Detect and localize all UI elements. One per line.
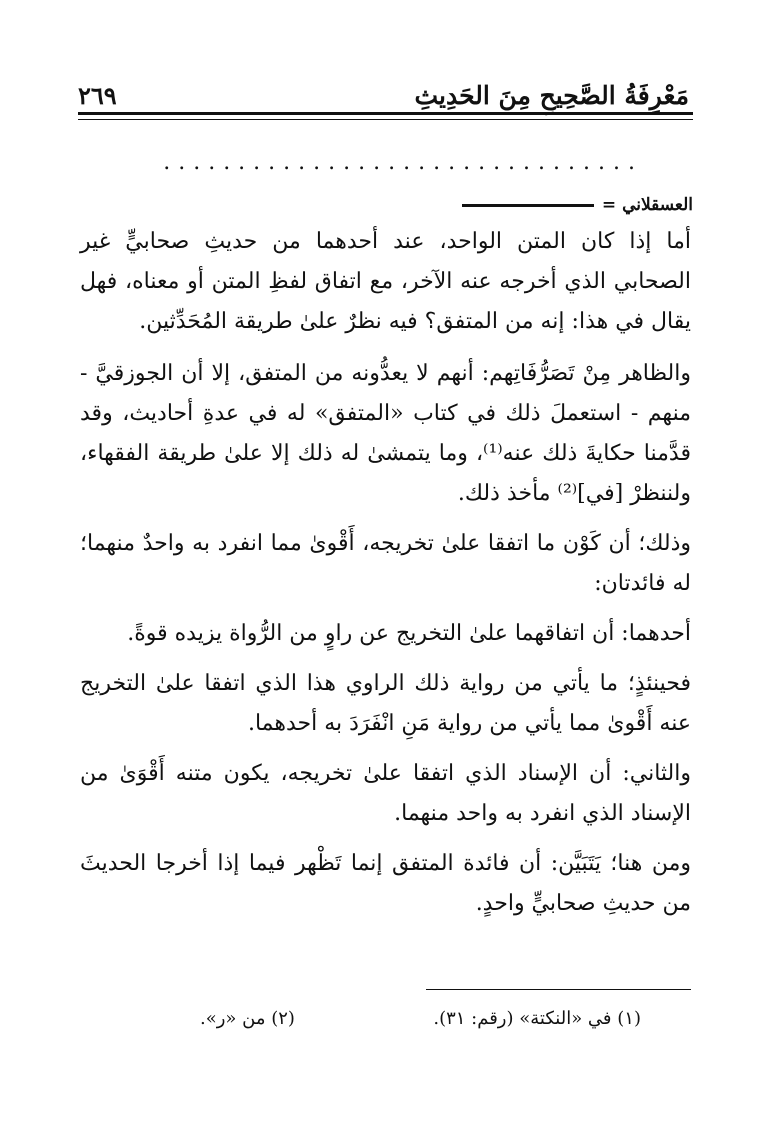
paragraph-6: والثاني: أن الإسناد الذي اتفقا علىٰ تخريجه، يكون متنه أَقْوَىٰ من الإسناد الذي انفرد به واحد منهما. <box>80 761 691 826</box>
page-number: ٢٦٩ <box>78 81 117 110</box>
paragraph-5: فحينئذٍ؛ ما يأتي من رواية ذلك الراوي هذا الذي اتفقا علىٰ التخريج عنه أَقْوىٰ مما يأتي من رواية مَنِ انْفَرَدَ به أحدهما. <box>80 671 691 736</box>
footnote-separator <box>426 989 691 990</box>
footnote-2: (٢) من «ر». <box>200 1008 295 1029</box>
paragraph-7: ومن هنا؛ يَتَبَيَّن: أن فائدة المتفق إنما تَظْهر فيما إذا أخرجا الحديثَ من حديثِ صحابيٍّ واحدٍ. <box>80 851 691 916</box>
header-rule-thin <box>78 119 693 120</box>
footnote-1: (١) في «النكتة» (رقم: ٣١). <box>433 1008 641 1029</box>
header-rule-thick <box>78 112 693 115</box>
page-header <box>78 68 689 108</box>
commentator-label: العسقلاني = <box>601 195 693 215</box>
commentator-marker <box>78 193 693 217</box>
paragraph-4: أحدهما: أن اتفاقهما علىٰ التخريج عن راوٍ من الرُّواة يزيده قوةً. <box>127 621 691 646</box>
commentator-rule <box>462 204 594 207</box>
paragraph-2: والظاهر مِنْ تَصَرُّفَاتِهم: أنهم لا يعدُّونه من المتفق، إلا أن الجوزقيَّ - منهم - استعملَ ذلك في كتاب «المتفق» له في عدةِ أحاديث، وقد قدَّمنا حكايةَ ذلك عنه⁽¹⁾، وما يتمشىٰ له ذلك إلا علىٰ طريقة الفقهاء، ولننظرْ [في]⁽²⁾ مأخذ ذلك. <box>80 361 691 506</box>
paragraph-1: أما إذا كان المتن الواحد، عند أحدهما من حديثِ صحابيٍّ غير الصحابي الذي أخرجه عنه الآخر، مع اتفاق لفظِ المتن أو معناه، فهل يقال في هذا: إنه من المتفق؟ فيه نظرٌ علىٰ طريقة المُحَدِّثين. <box>80 229 691 334</box>
running-title: مَعْرِفَةُ الصَّحِيحِ مِنَ الحَدِيثِ <box>414 81 689 110</box>
paragraph-3: وذلك؛ أن كَوْن ما اتفقا علىٰ تخريجه، أَقْوىٰ مما انفرد به واحدٌ منهما؛ له فائدتان: <box>80 531 691 596</box>
omission-dots: ................................ <box>163 152 643 174</box>
main-text <box>80 222 691 934</box>
footnotes <box>200 1008 641 1029</box>
